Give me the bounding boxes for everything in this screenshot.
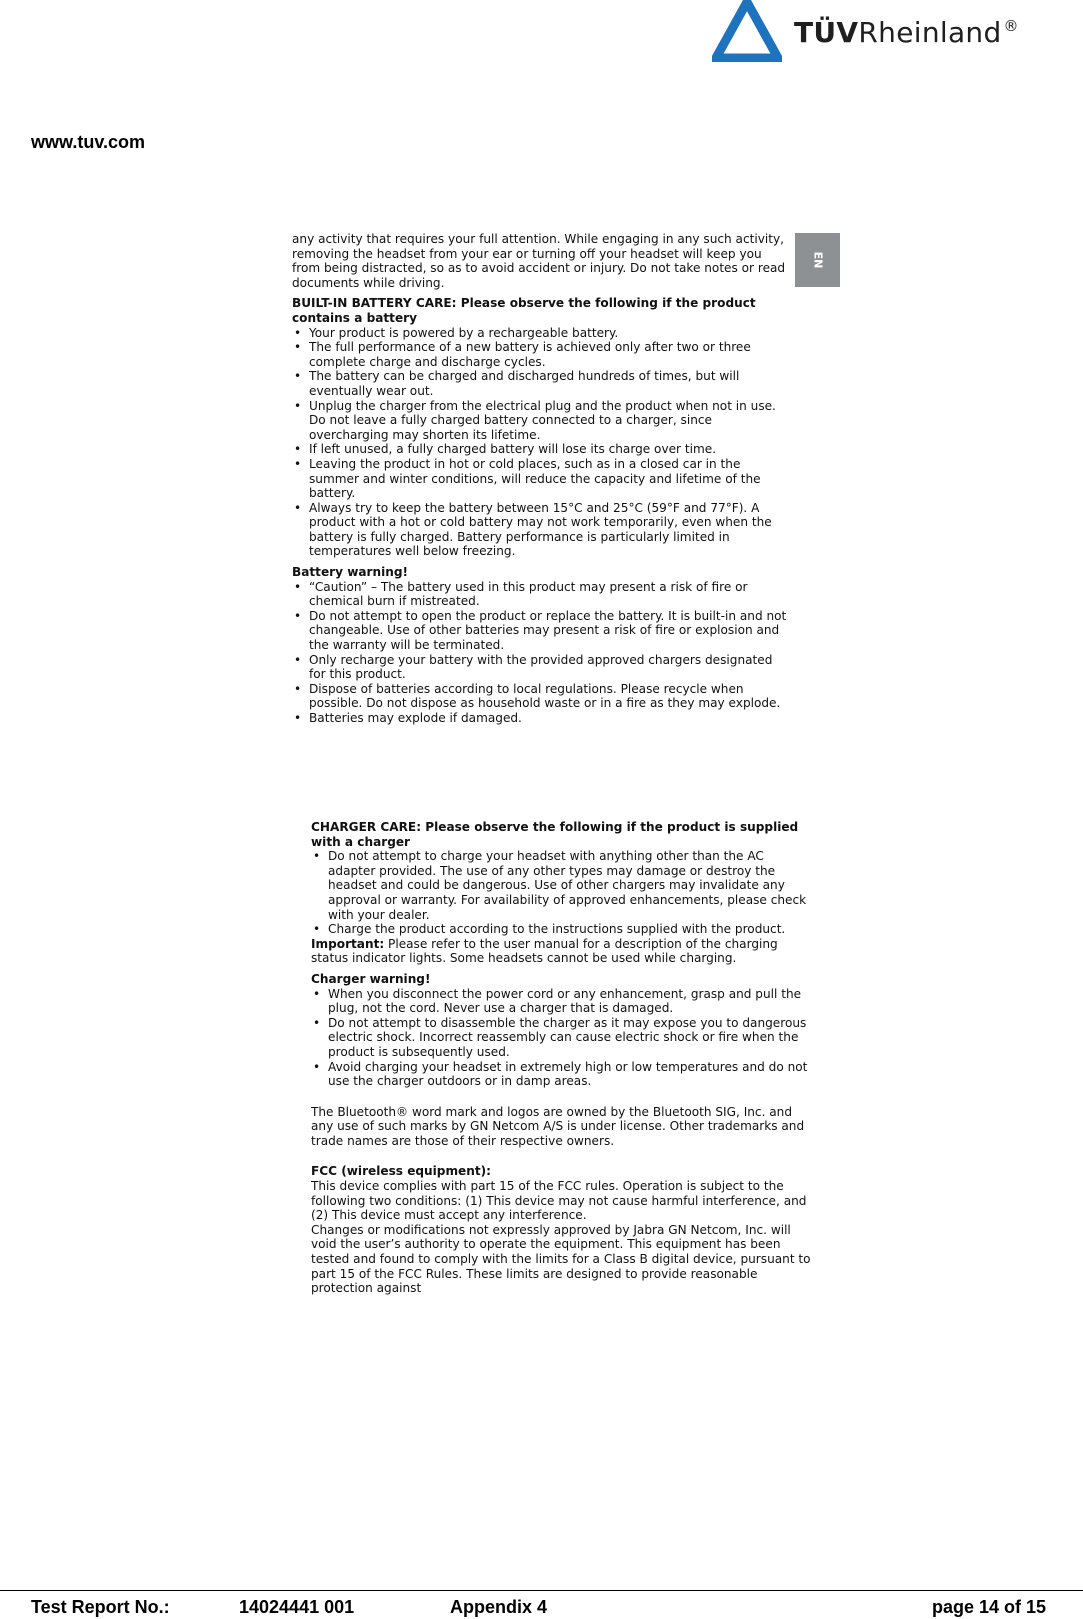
list-item: • “Caution” – The battery used in this product may present a risk of fire or chemical burn if mistreated. — [292, 580, 792, 609]
charger-care-heading: CHARGER CARE: Please observe the following if the product is supplied with a charger — [311, 820, 799, 849]
charger-warning-heading: Charger warning! — [311, 971, 431, 986]
list-item: • Avoid charging your headset in extremely high or low temperatures and do not use the charger outdoors or in damp areas. — [311, 1060, 811, 1089]
website-url: www.tuv.com — [31, 132, 146, 152]
fcc-heading: FCC (wireless equipment): — [311, 1164, 492, 1179]
manual-scan-top — [292, 232, 792, 726]
appendix-label: Appendix 4 — [450, 1597, 548, 1617]
report-label: Test Report No.: — [31, 1597, 170, 1617]
battery-warning-list — [292, 580, 792, 726]
footer-divider — [0, 1590, 1083, 1591]
list-item: • Charge the product according to the instructions supplied with the product. — [311, 922, 811, 937]
bluetooth-notice: The Bluetooth® word mark and logos are owned by the Bluetooth SIG, Inc. and any use of such marks by GN Netcom A/S is under license. Other trademarks and trade names are those of their respective owners. — [311, 1104, 805, 1148]
logo-wordmark — [794, 16, 1019, 49]
list-item: • Always try to keep the battery between 15°C and 25°C (59°F and 77°F). A product with a hot or cold battery may not work temporarily, even when the battery is fully charged. Battery performance is particularly limited in temperatures well below freezing. — [292, 501, 792, 559]
list-item: • Do not attempt to charge your headset with anything other than the AC adapter provided. The use of any other types may damage or destroy the headset and could be dangerous. Use of other chargers may invalidate any approval or warranty. For availability of approved enhancements, please check with your dealer. — [311, 849, 811, 922]
battery-warning-heading: Battery warning! — [292, 565, 409, 580]
list-item: • The full performance of a new battery is achieved only after two or three complete charge and discharge cycles. — [292, 340, 792, 369]
language-tab — [795, 233, 840, 287]
important-note — [311, 937, 811, 966]
list-item: • Unplug the charger from the electrical plug and the product when not in use. Do not leave a fully charged battery connected to a charger, since overcharging may shorten its lifetime. — [292, 399, 792, 443]
fcc-paragraph-1: This device complies with part 15 of the FCC rules. Operation is subject to the following two conditions: (1) This device may not cause harmful interference, and (2) This device must accept any interference. — [311, 1179, 807, 1223]
list-item: • If left unused, a fully charged battery will lose its charge over time. — [292, 442, 792, 457]
list-item: • Batteries may explode if damaged. — [292, 711, 792, 726]
list-item: • Do not attempt to disassemble the charger as it may expose you to dangerous electric shock. Incorrect reassembly can cause electric shock or fire when the product is subsequently used. — [311, 1016, 811, 1060]
registered-mark: ® — [1003, 17, 1019, 35]
list-item: • Do not attempt to open the product or replace the battery. It is built-in and not changeable. Use of other batteries may present a risk of fire or explosion and the warranty will be terminated. — [292, 609, 792, 653]
list-item: • The battery can be charged and discharged hundreds of times, but will eventually wear out. — [292, 369, 792, 398]
charger-warning-list — [311, 987, 811, 1089]
manual-scan-bottom — [311, 820, 811, 1296]
page-number: page 14 of 15 — [932, 1597, 1047, 1617]
language-tab-label: EN — [811, 251, 824, 269]
logo-text-light: Rheinland — [858, 16, 1002, 49]
list-item: • Leaving the product in hot or cold places, such as in a closed car in the summer and winter conditions, will reduce the capacity and lifetime of the battery. — [292, 457, 792, 501]
battery-care-heading: BUILT-IN BATTERY CARE: Please observe the following if the product contains a battery — [292, 296, 756, 325]
report-number: 14024441 001 — [239, 1597, 355, 1617]
list-item: • Dispose of batteries according to local regulations. Please recycle when possible. Do not dispose as household waste or in a fire as they may explode. — [292, 682, 792, 711]
fcc-paragraph-2: Changes or modifications not expressly approved by Jabra GN Netcom, Inc. will void the user’s authority to operate the equipment. This equipment has been tested and found to comply with the limits for a Class B digital device, pursuant to part 15 of the FCC Rules. These limits are designed to provide reasonable protection against — [311, 1222, 811, 1296]
intro-paragraph: any activity that requires your full attention. While engaging in any such activity, removing the headset from your ear or turning off your headset will keep you from being distracted, so as to avoid accident or injury. Do not take notes or read documents while driving. — [292, 232, 786, 290]
tuv-triangle-icon — [712, 0, 782, 62]
logo-text-bold: TÜV — [794, 16, 859, 49]
list-item: • Only recharge your battery with the provided approved chargers designated for this product. — [292, 653, 792, 682]
important-text: Please refer to the user manual for a description of the charging status indicator lights. Some headsets cannot be used while charging. — [311, 936, 778, 966]
list-item: • When you disconnect the power cord or any enhancement, grasp and pull the plug, not the cord. Never use a charger that is damaged. — [311, 987, 811, 1016]
important-label: Important: — [311, 936, 385, 951]
battery-care-list — [292, 326, 792, 560]
charger-care-list — [311, 849, 811, 937]
list-item: • Your product is powered by a rechargeable battery. — [292, 326, 792, 341]
